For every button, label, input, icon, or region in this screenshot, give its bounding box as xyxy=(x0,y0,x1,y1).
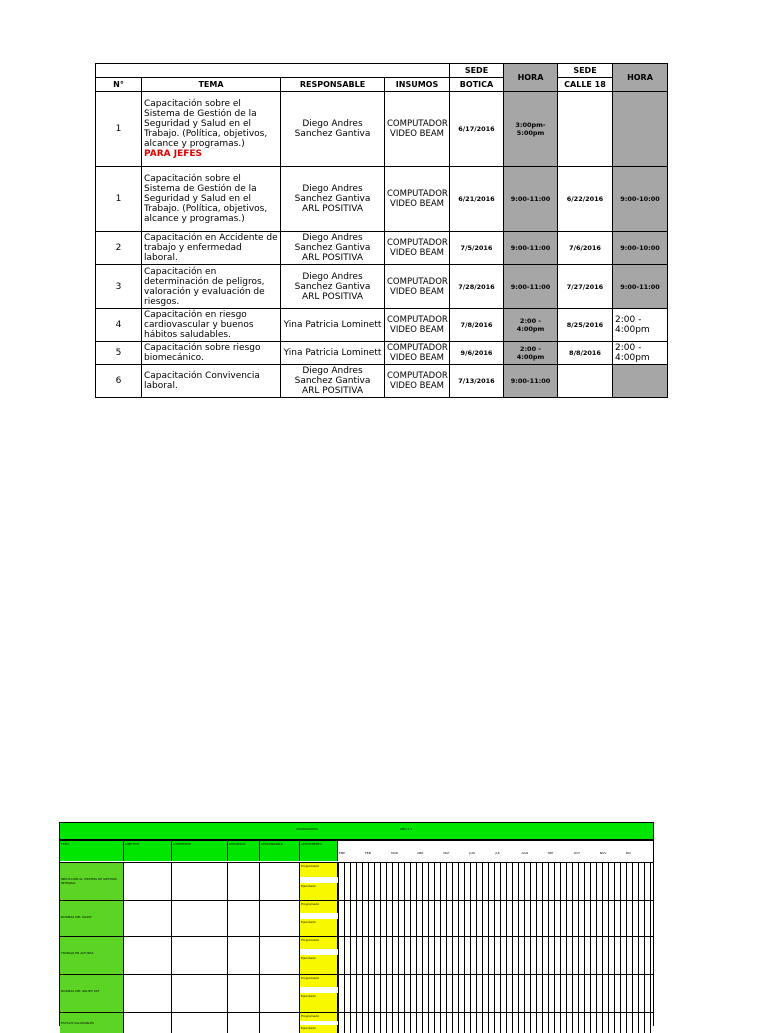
thumb-row: ESTILOS SALUDABLES Programado Ejecutado xyxy=(60,1012,653,1033)
table-row xyxy=(96,309,668,342)
header-blank xyxy=(96,64,450,78)
row-insumos: COMPUTADOR VIDEO BEAM xyxy=(385,92,450,167)
table-row xyxy=(96,265,668,309)
row-num: 1 xyxy=(96,167,142,232)
table-row xyxy=(96,92,668,167)
row-hora-1: 9:00-11:00 xyxy=(504,167,558,232)
row-responsable: Diego Andres Sanchez Gantiva xyxy=(281,92,385,167)
row-num: 3 xyxy=(96,265,142,309)
row-responsable: Yina Patricia Lominett xyxy=(281,309,385,342)
header-responsable: RESPONSABLE xyxy=(281,78,385,92)
row-insumos: COMPUTADOR VIDEO BEAM xyxy=(385,167,450,232)
row-hora-1: 2:00 - 4:00pm xyxy=(504,342,558,365)
thumb-h-tema: TEMA xyxy=(60,841,124,861)
row-fecha-2 xyxy=(558,365,613,398)
row-fecha-1: 7/8/2016 xyxy=(450,309,504,342)
row-hora-1: 2:00 - 4:00pm xyxy=(504,309,558,342)
thumbnail-header-row xyxy=(60,840,653,861)
row-hora-2: 9:00-10:00 xyxy=(613,232,668,265)
row-insumos: COMPUTADOR VIDEO BEAM xyxy=(385,342,450,365)
thumb-h-responsable: RESPONSABLE xyxy=(260,841,300,861)
row-tema-note: PARA JEFES xyxy=(144,149,203,159)
row-insumos: COMPUTADOR VIDEO BEAM xyxy=(385,365,450,398)
row-hora-1: 9:00-11:00 xyxy=(504,232,558,265)
row-fecha-2: 8/25/2016 xyxy=(558,309,613,342)
row-hora-1: 3:00pm- 5:00pm xyxy=(504,92,558,167)
row-fecha-1: 7/28/2016 xyxy=(450,265,504,309)
header-hora-2: HORA xyxy=(613,64,668,92)
thumb-month-list: ENE FEB MAR ABR MAY JUN JUL AGO SEP OCT NOV DIC xyxy=(339,851,632,855)
row-tema: Capacitación sobre el Sistema de Gestión de la Seguridad y Salud en el Trabajo. (Política, objetivos, alcance y programas.) PARA JEFES xyxy=(142,92,281,167)
row-num: 1 xyxy=(96,92,142,167)
row-insumos: COMPUTADOR VIDEO BEAM xyxy=(385,309,450,342)
row-fecha-2 xyxy=(558,92,613,167)
header-row-1 xyxy=(96,64,668,78)
schedule-thumbnail xyxy=(59,822,654,1030)
header-insumos: INSUMOS xyxy=(385,78,450,92)
row-responsable: Diego Andres Sanchez Gantiva ARL POSITIVA xyxy=(281,265,385,309)
thumb-h-objetivo: OBJETIVO xyxy=(124,841,172,861)
row-hora-2: 2:00 - 4:00pm xyxy=(613,309,668,342)
row-tema: Capacitación en determinación de peligros, valoración y evaluación de riesgos. xyxy=(142,265,281,309)
row-hora-2 xyxy=(613,365,668,398)
row-fecha-2: 8/8/2016 xyxy=(558,342,613,365)
thumb-row: TRABAJO EN ALTURAS Programado Ejecutado xyxy=(60,936,653,975)
training-schedule-table xyxy=(95,63,668,398)
header-hora-1: HORA xyxy=(504,64,558,92)
row-fecha-2: 7/27/2016 xyxy=(558,265,613,309)
thumbnail-year: AÑO 2 1 xyxy=(400,827,413,831)
row-hora-2 xyxy=(613,92,668,167)
row-responsable: Yina Patricia Lominett xyxy=(281,342,385,365)
row-hora-1: 9:00-11:00 xyxy=(504,365,558,398)
row-responsable: Diego Andres Sanchez Gantiva ARL POSITIVA xyxy=(281,365,385,398)
row-fecha-1: 6/17/2016 xyxy=(450,92,504,167)
row-num: 2 xyxy=(96,232,142,265)
row-hora-2: 9:00-10:00 xyxy=(613,167,668,232)
thumbnail-body xyxy=(59,840,654,1030)
row-num: 5 xyxy=(96,342,142,365)
table-row xyxy=(96,167,668,232)
row-tema: Capacitación sobre riesgo biomecánico. xyxy=(142,342,281,365)
row-fecha-2: 7/6/2016 xyxy=(558,232,613,265)
row-fecha-1: 7/5/2016 xyxy=(450,232,504,265)
row-num: 4 xyxy=(96,309,142,342)
table-row xyxy=(96,232,668,265)
row-tema: Capacitación Convivencia laboral. xyxy=(142,365,281,398)
row-tema: Capacitación en riesgo cardiovascular y buenos hábitos saludables. xyxy=(142,309,281,342)
thumb-row: NORMAS DEL GRUPO SST Programado Ejecutado xyxy=(60,974,653,1013)
table-row xyxy=(96,342,668,365)
row-responsable: Diego Andres Sanchez Gantiva ARL POSITIVA xyxy=(281,232,385,265)
thumb-h-recursos: RECURSOS xyxy=(228,841,260,861)
header-sede-1-name: BOTICA xyxy=(450,78,504,92)
row-fecha-1: 7/13/2016 xyxy=(450,365,504,398)
thumb-h-contenido: CONTENIDO xyxy=(172,841,228,861)
row-insumos: COMPUTADOR VIDEO BEAM xyxy=(385,232,450,265)
row-hora-2: 9:00-11:00 xyxy=(613,265,668,309)
row-fecha-1: 6/21/2016 xyxy=(450,167,504,232)
thumbnail-title: CRONOGRAMA xyxy=(296,827,319,831)
thumb-months xyxy=(338,841,653,861)
header-sede-2-name: CALLE 18 xyxy=(558,78,613,92)
header-num: N° xyxy=(96,78,142,92)
row-hora-1: 9:00-11:00 xyxy=(504,265,558,309)
row-responsable: Diego Andres Sanchez Gantiva ARL POSITIVA xyxy=(281,167,385,232)
header-tema: TEMA xyxy=(142,78,281,92)
thumb-row: INDUCCION AL SISTEMA DE GESTION INTEGRAL Programado Ejecutado xyxy=(60,862,653,901)
header-sede-2: SEDE xyxy=(558,64,613,78)
row-fecha-1: 9/6/2016 xyxy=(450,342,504,365)
row-num: 6 xyxy=(96,365,142,398)
row-tema: Capacitación en Accidente de trabajo y enfermedad laboral. xyxy=(142,232,281,265)
table-row xyxy=(96,365,668,398)
row-insumos: COMPUTADOR VIDEO BEAM xyxy=(385,265,450,309)
thumb-h-seguimiento: SEGUIMIENTO xyxy=(300,841,338,861)
header-row-2 xyxy=(96,78,668,92)
header-sede-1: SEDE xyxy=(450,64,504,78)
row-fecha-2: 6/22/2016 xyxy=(558,167,613,232)
thumbnail-title-bar xyxy=(59,822,654,840)
row-hora-2: 2:00 - 4:00pm xyxy=(613,342,668,365)
row-tema: Capacitación sobre el Sistema de Gestión de la Seguridad y Salud en el Trabajo. (Política, objetivos, alcance y programas.) xyxy=(142,167,281,232)
thumb-row: NORMAS DEL SGSST Programado Ejecutado xyxy=(60,900,653,937)
